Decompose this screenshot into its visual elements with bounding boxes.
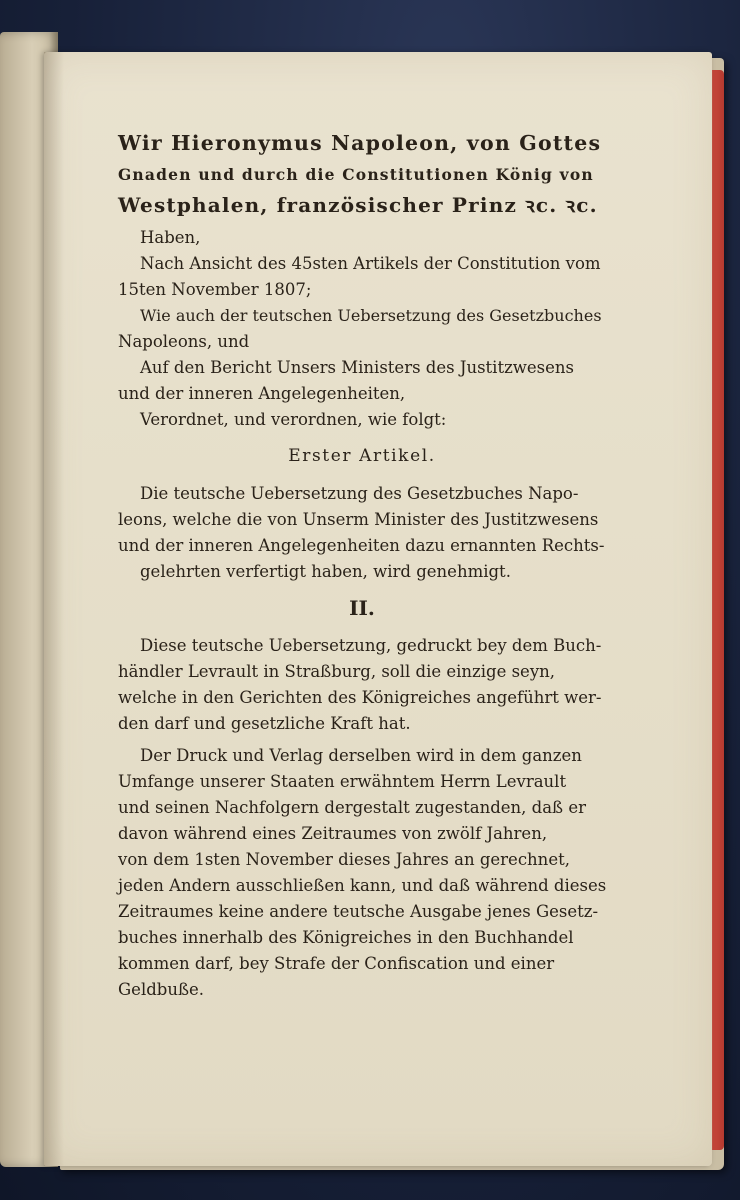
preamble-line: Nach Ansicht des 45sten Artikels der Constitution vom — [140, 254, 601, 273]
heading-line: Westphalen, französischer Prinz ꝛc. ꝛc. — [118, 193, 598, 217]
article-line: jeden Andern ausschließen kann, und daß während dieses — [118, 876, 607, 895]
article-line: Diese teutsche Uebersetzung, gedruckt bey dem Buch- — [140, 636, 602, 655]
article-line: davon während eines Zeitraumes von zwölf Jahren, — [118, 824, 548, 843]
article-line: Die teutsche Uebersetzung des Gesetzbuches Napo- — [140, 484, 579, 503]
heading-line: Gnaden und durch die Constitutionen König von — [118, 165, 594, 184]
page-fold-shadow — [44, 52, 64, 1166]
preamble-line: Verordnet, und verordnen, wie folgt: — [140, 410, 447, 429]
preamble-line: Auf den Bericht Unsers Ministers des Justitzwesens — [140, 358, 574, 377]
preamble-line: 15ten November 1807; — [118, 280, 312, 299]
article-2-title: II. — [349, 596, 375, 620]
article-line: händler Levrault in Straßburg, soll die einzige seyn, — [118, 662, 556, 681]
article-line: Der Druck und Verlag derselben wird in dem ganzen — [140, 746, 582, 765]
preamble — [118, 225, 606, 433]
article-line: kommen darf, bey Strafe der Confiscation und einer — [118, 954, 555, 973]
article-line: gelehrten verfertigt haben, wird genehmigt. — [140, 562, 511, 581]
article-line: und der inneren Angelegenheiten dazu ernannten Rechts- — [118, 536, 605, 555]
decree-heading — [118, 128, 606, 221]
preamble-line: Haben, — [140, 228, 201, 247]
preamble-line: und der inneren Angelegenheiten, — [118, 384, 406, 403]
article-line: Zeitraumes keine andere teutsche Ausgabe jenes Gesetz- — [118, 902, 599, 921]
article-line: Geldbuße. — [118, 980, 205, 999]
article-line: leons, welche die von Unserm Minister des Justitzwesens — [118, 510, 599, 529]
heading-line: Wir Hieronymus Napoleon, von Gottes — [118, 131, 602, 155]
article-line: buches innerhalb des Königreiches in den Buchhandel — [118, 928, 574, 947]
article-1-text — [118, 481, 606, 585]
preamble-line: Wie auch der teutschen Uebersetzung des Gesetzbuches — [140, 306, 602, 325]
article-line: und seinen Nachfolgern dergestalt zugestanden, daß er — [118, 798, 586, 817]
preamble-line: Napoleons, und — [118, 332, 250, 351]
article-line: welche in den Gerichten des Königreiches angeführt wer- — [118, 688, 602, 707]
article-1-title: Erster Artikel. — [288, 446, 436, 466]
page-text — [118, 128, 606, 1009]
article-2-paragraph-1 — [118, 633, 606, 737]
article-line: von dem 1sten November dieses Jahres an gerechnet, — [118, 850, 570, 869]
article-line: den darf und gesetzliche Kraft hat. — [118, 714, 411, 733]
article-line: Umfange unserer Staaten erwähntem Herrn Levrault — [118, 772, 567, 791]
article-2-paragraph-2 — [118, 743, 606, 1003]
